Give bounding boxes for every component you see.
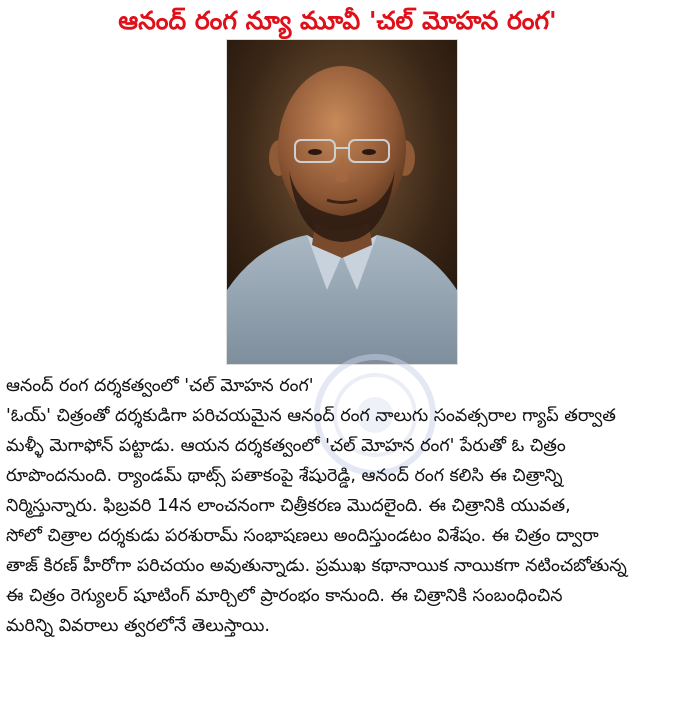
eye-left [308, 149, 322, 155]
article-headline: ఆనంద్ రంగ న్యూ మూవీ 'చల్ మోహన రంగ' [118, 6, 557, 35]
article-line: సోలో చిత్రాల దర్శకుడు పరశురామ్ సంభాషణలు అందిస్తుండటం విశేషం. ఈ చిత్రం ద్వారా [6, 526, 599, 546]
article-line: మరిన్ని వివరాలు త్వరలోనే తెలుస్తాయి. [6, 616, 270, 636]
article-line: 'ఓయ్' చిత్రంతో దర్శకుడిగా పరిచయమైన ఆనంద్ రంగ నాలుగు సంవత్సరాల గ్యాప్ తర్వాత [6, 406, 616, 426]
article-body [6, 371, 670, 641]
article-line: ఆనంద్ రంగ దర్శకత్వంలో 'చల్ మోహన రంగ' [6, 376, 314, 396]
article-line: రూపొందనుంది. ర్యాండమ్ థాట్స్ పతాకంపై శేషురెడ్డి, ఆనంద్ రంగ కలిసి ఈ చిత్రాన్ని [6, 466, 563, 486]
article-line: నిర్మిస్తున్నారు. ఫిబ్రవరి 14న లాంచనంగా చిత్రీకరణ మొదలైంది. ఈ చిత్రానికి యువత, [6, 496, 571, 516]
article-line: మళ్ళీ మెగాఫోన్ పట్టాడు. ఆయన దర్శకత్వంలో 'చల్ మోహన రంగ' పేరుతో ఓ చిత్రం [6, 436, 566, 456]
portrait-illustration [227, 40, 457, 364]
article-line: ఈ చిత్రం రెగ్యులర్ షూటింగ్ మార్చిలో ప్రారంభం కానుంది. ఈ చిత్రానికి సంబంధించిన [6, 586, 563, 606]
article-photo [226, 39, 458, 365]
eye-right [362, 149, 376, 155]
article-line: తాజ్ కిరణ్ హీరోగా పరిచయం అవుతున్నాడు. ప్రముఖ కథానాయిక నాయికగా నటించబోతున్న [6, 556, 627, 576]
